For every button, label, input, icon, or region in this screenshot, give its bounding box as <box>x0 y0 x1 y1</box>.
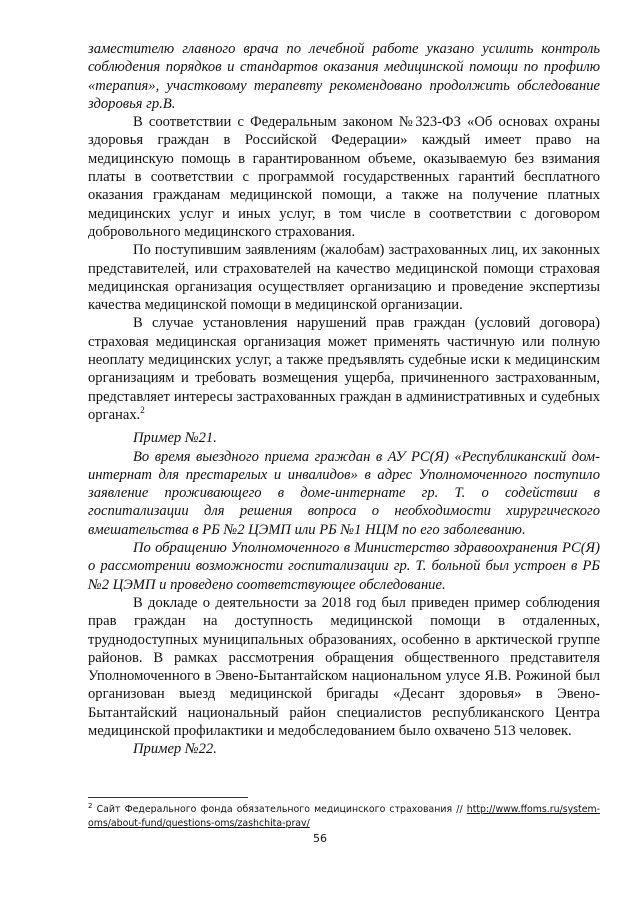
footnote-separator <box>88 797 248 798</box>
paragraph-law-323: В соответствии с Федеральным законом №323-ФЗ «Об основах охраны здоровья граждан в Российской Федерации» каждый имеет право на медицинскую помощь в гарантированном объеме, оказываемую без взимания платы в соответствии с программой государственных гарантий бесплатного оказания гражданам медицинской помощи, а также на получение платных медицинских услуг и иных услуг, в том числе в соответствии с договором добровольного медицинского страхования. <box>88 114 600 240</box>
footnote <box>88 803 600 831</box>
footnote-number: 2 <box>88 802 93 810</box>
paragraph-ombudsman-appeal: По обращению Уполномоченного в Министерство здравоохранения РС(Я) о рассмотрении возможности госпитализации гр. Т. больной был устроен в РБ №2 ЦЭМП и проведено соответствующее обследование. <box>88 540 600 593</box>
paragraph-violations-text: В случае установления нарушений прав граждан (условий договора) страховая медицинская организация может применять частичную или полную неоплату медицинских услуг, а также предъявлять судебные иски к медицинским организациям и требовать возмещения ущерба, причиненного застрахованным, представляет интересы застрахованных граждан в административных и судебных органах. <box>88 315 600 423</box>
footnote-link[interactable]: http://www.ffoms.ru/system-oms/about-fund/questions-oms/zashchita-prav/ <box>88 804 601 829</box>
paragraph-example-21: Во время выездного приема граждан в АУ РС(Я) «Республиканский дом-интернат для престарелых и инвалидов» в адрес Уполномоченного поступило заявление проживающего в доме-интернате гр. Т. о содействии в госпитализации для решения вопроса о необходимости хирургического вмешательства в РБ №2 ЦЭМП или РБ №1 НЦМ по его заболеванию. <box>88 448 600 538</box>
footnote-text: Сайт Федерального фонда обязательного медицинского страхования // <box>96 804 467 815</box>
body-text <box>88 40 600 759</box>
paragraph-report-2018: В докладе о деятельности за 2018 год был приведен пример соблюдения прав граждан на доступность медицинской помощи в отдаленных, труднодоступных муниципальных образованиях, особенно в арктической группе районов. В рамках рассмотрения обращения общественного представителя Уполномоченного в Эвено-Бытантайском национальном улусе Я.В. Рожиной был организован выезд медицинской бригады «Десант здоровья» в Эвено-Бытантайский национальный район специалистов республиканского Центра медицинской профилактики и медобследованием было охвачено 513 человек. <box>88 594 600 739</box>
footnote-reference[interactable]: 2 <box>140 404 145 415</box>
page-number: 56 <box>313 832 327 845</box>
example-22-heading: Пример №22. <box>133 741 217 758</box>
paragraph-complaints: По поступившим заявлениям (жалобам) застрахованных лиц, их законных представителей, или страхователей на качество медицинской помощи страховая медицинская организация осуществляет организацию и проведение экспертизы качества медицинской помощи в медицинской организации. <box>88 242 600 314</box>
paragraph-violations <box>88 314 600 424</box>
example-21-heading: Пример №21. <box>133 430 217 447</box>
paragraph-continuation: заместителю главного врача по лечебной работе указано усилить контроль соблюдения порядков и стандартов оказания медицинской помощи по профилю «терапия», участковому терапевту рекомендовано продолжить обследование здоровья гр.В. <box>88 41 600 112</box>
